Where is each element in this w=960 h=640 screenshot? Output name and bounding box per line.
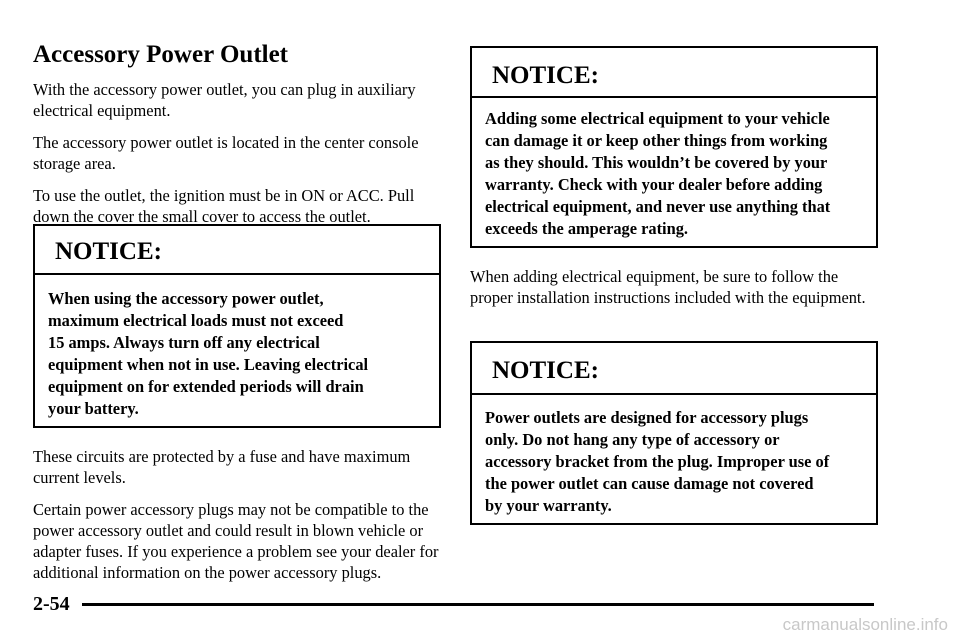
notice-text [472, 98, 876, 240]
watermark: carmanualsonline.info [782, 615, 948, 634]
notice-line: equipment on for extended periods will drain [48, 377, 364, 396]
installation-paragraph: When adding electrical equipment, be sure to follow the proper installation instructions included with the equipment. [470, 267, 866, 307]
notice-line: electrical equipment, and never use anything that [485, 197, 831, 216]
intro-paragraph-1: With the accessory power outlet, you can plug in auxiliary electrical equipment. [33, 80, 416, 120]
notice-line: When using the accessory power outlet, [48, 289, 324, 308]
footer-divider [82, 603, 874, 606]
left-bottom-text [33, 446, 443, 594]
page-number: 2-54 [33, 593, 70, 615]
notice-line: can damage it or keep other things from working [485, 131, 828, 150]
notice-line: 15 amps. Always turn off any electrical [48, 333, 320, 352]
notice-heading: NOTICE: [472, 48, 876, 98]
notice-line: Power outlets are designed for accessory plugs [485, 408, 809, 427]
notice-heading: NOTICE: [472, 343, 876, 395]
notice-box-load-limit [33, 224, 441, 428]
notice-line: equipment when not in use. Leaving electrical [48, 355, 369, 374]
notice-text [35, 275, 439, 420]
intro-paragraph-3: To use the outlet, the ignition must be in ON or ACC. Pull down the cover the small cover to access the outlet. [33, 186, 415, 226]
notice-line: accessory bracket from the plug. Improper use of [485, 452, 830, 471]
closing-paragraph-1: These circuits are protected by a fuse and have maximum current levels. [33, 447, 411, 487]
closing-paragraph-2: Certain power accessory plugs may not be compatible to the power accessory outlet and could result in blown vehicle or adapter fuses. If you experience a problem see your dealer for additional information on the power accessory plugs. [33, 500, 439, 582]
notice-line: warranty. Check with your dealer before adding [485, 175, 823, 194]
notice-line: as they should. This wouldn’t be covered by your [485, 153, 828, 172]
notice-line: the power outlet can cause damage not covered [485, 474, 814, 493]
notice-line: only. Do not hang any type of accessory or [485, 430, 780, 449]
notice-line: by your warranty. [485, 496, 612, 515]
notice-box-equipment-damage [470, 46, 878, 248]
notice-line: maximum electrical loads must not exceed [48, 311, 344, 330]
notice-heading: NOTICE: [35, 226, 439, 275]
intro-paragraph-2: The accessory power outlet is located in the center console storage area. [33, 133, 419, 173]
notice-line: your battery. [48, 399, 139, 418]
notice-box-plug-use [470, 341, 878, 525]
section-title: Accessory Power Outlet [33, 41, 289, 68]
right-middle-text [470, 266, 880, 319]
notice-text [472, 395, 876, 517]
left-column [33, 40, 443, 238]
notice-line: exceeds the amperage rating. [485, 219, 689, 238]
notice-line: Adding some electrical equipment to your vehicle [485, 109, 830, 128]
